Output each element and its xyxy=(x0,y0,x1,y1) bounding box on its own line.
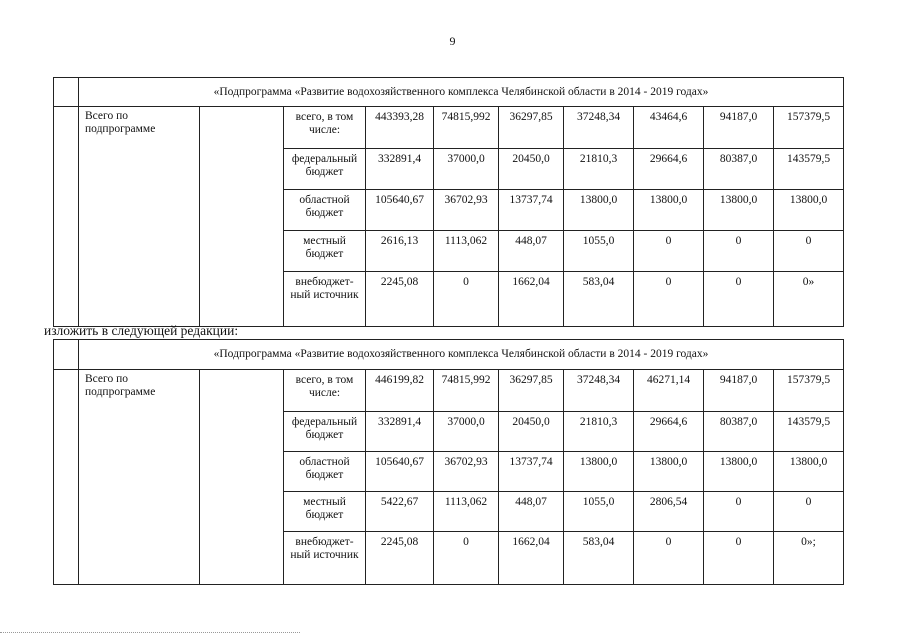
value-regional-2018: 13800,0 xyxy=(704,190,774,231)
spacer-cell xyxy=(54,340,79,370)
value-extrabudgetary-2019: 0» xyxy=(774,272,844,327)
value-total-2015: 36297,85 xyxy=(499,370,564,412)
value-extrabudgetary-2016: 583,04 xyxy=(564,532,634,585)
value-total-2018: 94187,0 xyxy=(704,370,774,412)
value-extrabudgetary-sum: 2245,08 xyxy=(366,272,434,327)
funding-source-extrabudgetary: внебюджет-ный источник xyxy=(284,272,366,327)
value-regional-2016: 13800,0 xyxy=(564,452,634,492)
value-regional-2019: 13800,0 xyxy=(774,452,844,492)
funding-source-local: местный бюджет xyxy=(284,231,366,272)
value-regional-2016: 13800,0 xyxy=(564,190,634,231)
value-federal-2017: 29664,6 xyxy=(634,412,704,452)
budget-table-old xyxy=(53,77,844,327)
value-local-2016: 1055,0 xyxy=(564,231,634,272)
value-regional-2017: 13800,0 xyxy=(634,452,704,492)
value-regional-sum: 105640,67 xyxy=(366,190,434,231)
value-federal-2017: 29664,6 xyxy=(634,149,704,190)
row-group-label: Всего по подпрограмме xyxy=(79,107,200,327)
value-extrabudgetary-2014: 0 xyxy=(434,532,499,585)
value-regional-2015: 13737,74 xyxy=(499,452,564,492)
value-local-2017: 0 xyxy=(634,231,704,272)
value-extrabudgetary-2017: 0 xyxy=(634,272,704,327)
value-total-2017: 43464,6 xyxy=(634,107,704,149)
value-total-2015: 36297,85 xyxy=(499,107,564,149)
value-local-sum: 5422,67 xyxy=(366,492,434,532)
value-local-2014: 1113,062 xyxy=(434,231,499,272)
page-number: 9 xyxy=(449,34,456,48)
row-group-label: Всего по подпрограмме xyxy=(79,370,200,585)
value-extrabudgetary-2018: 0 xyxy=(704,272,774,327)
funding-source-federal: федеральный бюджет xyxy=(284,412,366,452)
value-federal-2016: 21810,3 xyxy=(564,149,634,190)
value-regional-2019: 13800,0 xyxy=(774,190,844,231)
value-total-2018: 94187,0 xyxy=(704,107,774,149)
subprogram-title: «Подпрограмма «Развитие водохозяйственного комплекса Челябинской области в 2014 - 2019 годах» xyxy=(79,340,844,370)
subprogram-title: «Подпрограмма «Развитие водохозяйственного комплекса Челябинской области в 2014 - 2019 годах» xyxy=(79,78,844,107)
value-local-2014: 1113,062 xyxy=(434,492,499,532)
value-local-2015: 448,07 xyxy=(499,492,564,532)
funding-source-total: всего, в том числе: xyxy=(284,107,366,149)
value-federal-sum: 332891,4 xyxy=(366,412,434,452)
value-total-sum: 443393,28 xyxy=(366,107,434,149)
value-regional-2014: 36702,93 xyxy=(434,190,499,231)
value-regional-2014: 36702,93 xyxy=(434,452,499,492)
value-extrabudgetary-2015: 1662,04 xyxy=(499,272,564,327)
value-federal-2014: 37000,0 xyxy=(434,149,499,190)
footer-rule xyxy=(0,632,300,633)
value-extrabudgetary-2016: 583,04 xyxy=(564,272,634,327)
value-local-2017: 2806,54 xyxy=(634,492,704,532)
value-local-sum: 2616,13 xyxy=(366,231,434,272)
value-federal-2014: 37000,0 xyxy=(434,412,499,452)
budget-table-new xyxy=(53,339,844,585)
value-extrabudgetary-2015: 1662,04 xyxy=(499,532,564,585)
value-regional-sum: 105640,67 xyxy=(366,452,434,492)
blank-column-cell xyxy=(200,370,284,585)
funding-source-total: всего, в том числе: xyxy=(284,370,366,412)
funding-source-federal: федеральный бюджет xyxy=(284,149,366,190)
value-total-2019: 157379,5 xyxy=(774,370,844,412)
value-total-2019: 157379,5 xyxy=(774,107,844,149)
value-total-2016: 37248,34 xyxy=(564,370,634,412)
value-federal-sum: 332891,4 xyxy=(366,149,434,190)
value-extrabudgetary-2014: 0 xyxy=(434,272,499,327)
value-total-sum: 446199,82 xyxy=(366,370,434,412)
blank-column-cell xyxy=(200,107,284,327)
value-local-2019: 0 xyxy=(774,231,844,272)
value-extrabudgetary-2017: 0 xyxy=(634,532,704,585)
amendment-caption: изложить в следующей редакции: xyxy=(44,323,239,338)
value-federal-2018: 80387,0 xyxy=(704,412,774,452)
value-federal-2016: 21810,3 xyxy=(564,412,634,452)
value-local-2015: 448,07 xyxy=(499,231,564,272)
funding-source-extrabudgetary: внебюджет-ный источник xyxy=(284,532,366,585)
value-regional-2015: 13737,74 xyxy=(499,190,564,231)
value-local-2016: 1055,0 xyxy=(564,492,634,532)
funding-source-local: местный бюджет xyxy=(284,492,366,532)
value-total-2014: 74815,992 xyxy=(434,107,499,149)
value-local-2019: 0 xyxy=(774,492,844,532)
funding-source-regional: областной бюджет xyxy=(284,190,366,231)
margin-cell xyxy=(54,107,79,327)
value-local-2018: 0 xyxy=(704,492,774,532)
margin-cell xyxy=(54,370,79,585)
value-regional-2017: 13800,0 xyxy=(634,190,704,231)
value-federal-2019: 143579,5 xyxy=(774,149,844,190)
funding-source-regional: областной бюджет xyxy=(284,452,366,492)
value-federal-2019: 143579,5 xyxy=(774,412,844,452)
value-regional-2018: 13800,0 xyxy=(704,452,774,492)
value-local-2018: 0 xyxy=(704,231,774,272)
value-total-2017: 46271,14 xyxy=(634,370,704,412)
value-extrabudgetary-2018: 0 xyxy=(704,532,774,585)
value-extrabudgetary-sum: 2245,08 xyxy=(366,532,434,585)
spacer-cell xyxy=(54,78,79,107)
value-federal-2015: 20450,0 xyxy=(499,412,564,452)
value-federal-2018: 80387,0 xyxy=(704,149,774,190)
value-extrabudgetary-2019: 0»; xyxy=(774,532,844,585)
value-total-2014: 74815,992 xyxy=(434,370,499,412)
value-federal-2015: 20450,0 xyxy=(499,149,564,190)
value-total-2016: 37248,34 xyxy=(564,107,634,149)
